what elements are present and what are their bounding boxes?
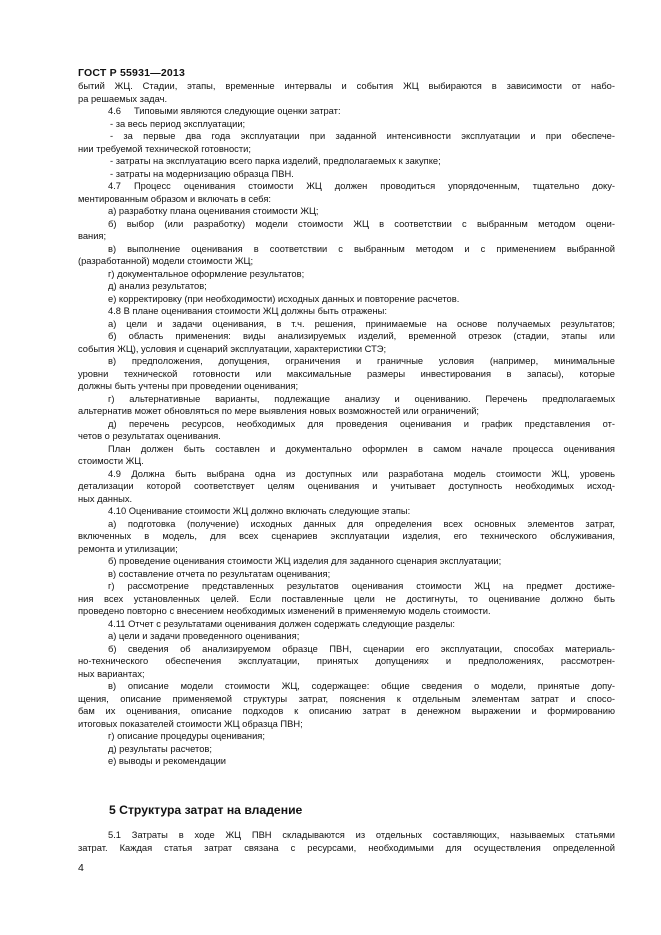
- text-line: события ЖЦ), условия и сценарий эксплуатации, характеристики СТЭ;: [78, 343, 387, 354]
- text-line: щения, описание применяемой структуры затрат, пояснения к отдельным элементам затрат и спосо-: [78, 693, 615, 704]
- body-text: [78, 80, 615, 768]
- text-line: ремонта и утилизации;: [78, 543, 178, 554]
- text-line: но-технического обеспечения эксплуатации, принятых допущениях и предположениях, рассмотрен-: [78, 656, 615, 666]
- text-line: г) документальное оформление результатов;: [108, 268, 305, 279]
- text-line: ментированным образом и включать в себя:: [78, 193, 271, 204]
- text-line: 5.1 Затраты в ходе ЖЦ ПВН складываются из отдельных составляющих, называемых статьями: [108, 830, 615, 840]
- text-line: уровни технической готовности или максимальные размеры инвестирования в запасы), которые: [78, 368, 615, 379]
- text-line: г) альтернативные варианты, подлежащие анализу и оцениванию. Перечень предполагаемых: [108, 393, 615, 404]
- text-line: 4.8 В плане оценивания стоимости ЖЦ должны быть отражены:: [108, 306, 387, 316]
- text-line: 4.11 Отчет с результатами оценивания должен содержать следующие разделы:: [108, 618, 455, 629]
- section-heading: 5 Структура затрат на владение: [109, 803, 303, 817]
- text-line: проведено повторно с внесением необходимых изменений в применяемую модель стоимости.: [78, 606, 491, 616]
- text-line: альтернатив может обновляться по мере выявления новых возможностей или ограничений;: [78, 406, 480, 416]
- text-line: ных данных.: [78, 493, 133, 504]
- text-line: г) описание процедуры оценивания;: [108, 731, 265, 741]
- text-line: б) сведения об анализируемом образце ПВН, сценарии его эксплуатации, способах материаль-: [108, 643, 615, 654]
- text-line: должны быть учтены при проведении оценивания;: [78, 381, 299, 391]
- text-line: бытий ЖЦ. Стадии, этапы, временные интервалы и события ЖЦ выбираются в зависимости от набо-: [78, 81, 615, 91]
- text-line: ния всех установленных целей. Если поставленные цели не достигнуты, то оценивание должно быть: [78, 593, 615, 604]
- text-line: затрат. Каждая статья затрат связана с ресурсами, необходимыми для осуществления определенной: [78, 842, 615, 853]
- text-line: (разработанной) модели стоимости ЖЦ;: [78, 256, 254, 266]
- text-line: - за первые два года эксплуатации при заданной интенсивности эксплуатации и при обеспече-: [110, 131, 615, 141]
- text-line: а) разработку плана оценивания стоимости ЖЦ;: [108, 206, 319, 216]
- text-line: четов о результатах оценивания.: [78, 431, 221, 441]
- text-line: - затраты на эксплуатацию всего парка изделий, предполагаемых к закупке;: [110, 156, 441, 166]
- text-line: нии требуемой технической готовности;: [78, 143, 251, 154]
- text-line: в) составление отчета по результатам оценивания;: [108, 568, 331, 579]
- page-number: 4: [78, 862, 84, 874]
- text-line: включенных в модель, для всех сценариев эксплуатации изделия, его технического обслуживания,: [78, 531, 615, 541]
- text-line: д) результаты расчетов;: [108, 743, 212, 754]
- text-line: 4.6 Типовыми являются следующие оценки затрат:: [108, 106, 341, 116]
- text-line: а) цели и задачи оценивания, в т.ч. решения, принимаемые на основе получаемых результатов;: [108, 318, 615, 329]
- text-line: 4.10 Оценивание стоимости ЖЦ должно включать следующие этапы:: [108, 506, 411, 516]
- document-header-title: ГОСТ Р 55931—2013: [78, 67, 186, 79]
- text-line: б) область применения: виды анализируемых изделий, временной отрезок (стадии, этапы или: [108, 331, 615, 341]
- text-line: бам их оценивания, описание подходов к описанию затрат в денежном выражении и формированию: [78, 706, 615, 716]
- text-line: в) предположения, допущения, ограничения и граничные условия (например, минимальные: [108, 356, 615, 366]
- text-line: ра решаемых задач.: [78, 93, 168, 104]
- text-line: детализации которой соответствует целям оценивания и учитывает доступность необходимых исход-: [78, 481, 615, 491]
- text-line: План должен быть составлен и документально оформлен в самом начале процесса оценивания: [108, 443, 615, 454]
- text-line: вания;: [78, 231, 107, 241]
- text-line: 4.7 Процесс оценивания стоимости ЖЦ должен проводиться упорядоченным, тщательно доку-: [108, 181, 615, 191]
- text-line: 4.9 Должна быть выбрана одна из доступных или разработана модель стоимости ЖЦ, уровень: [108, 468, 615, 479]
- text-line: - затраты на модернизацию образца ПВН.: [110, 168, 294, 179]
- text-line: итоговых показателей стоимости ЖЦ образца ПВН;: [78, 718, 303, 729]
- text-line: д) перечень ресурсов, необходимых для проведения оценивания и график представления от-: [108, 418, 615, 429]
- text-line: д) анализ результатов;: [108, 281, 207, 291]
- text-line: - за весь период эксплуатации;: [110, 118, 246, 129]
- text-line: в) выполнение оценивания в соответствии с выбранным методом и с применением выбранной: [108, 243, 615, 254]
- text-line: стоимости ЖЦ.: [78, 456, 144, 466]
- text-line: е) выводы и рекомендации: [108, 756, 227, 766]
- text-line: а) цели и задачи проведенного оценивания;: [108, 631, 300, 641]
- text-line: г) рассмотрение представленных результатов оценивания стоимости ЖЦ на предмет достиже-: [108, 581, 615, 591]
- text-line: б) проведение оценивания стоимости ЖЦ изделия для заданного сценария эксплуатации;: [108, 556, 502, 566]
- text-line: е) корректировку (при необходимости) исходных данных и повторение расчетов.: [108, 293, 460, 304]
- section-body-text: [78, 829, 615, 854]
- text-line: б) выбор (или разработку) модели стоимости ЖЦ в соответствии с выбранным методом оцени-: [108, 218, 615, 229]
- text-line: а) подготовка (получение) исходных данных для определения всех основных элементов затрат,: [108, 518, 615, 529]
- text-line: ных вариантах;: [78, 668, 145, 679]
- text-line: в) описание модели стоимости ЖЦ, содержащее: общие сведения о модели, принятые допу-: [108, 681, 615, 691]
